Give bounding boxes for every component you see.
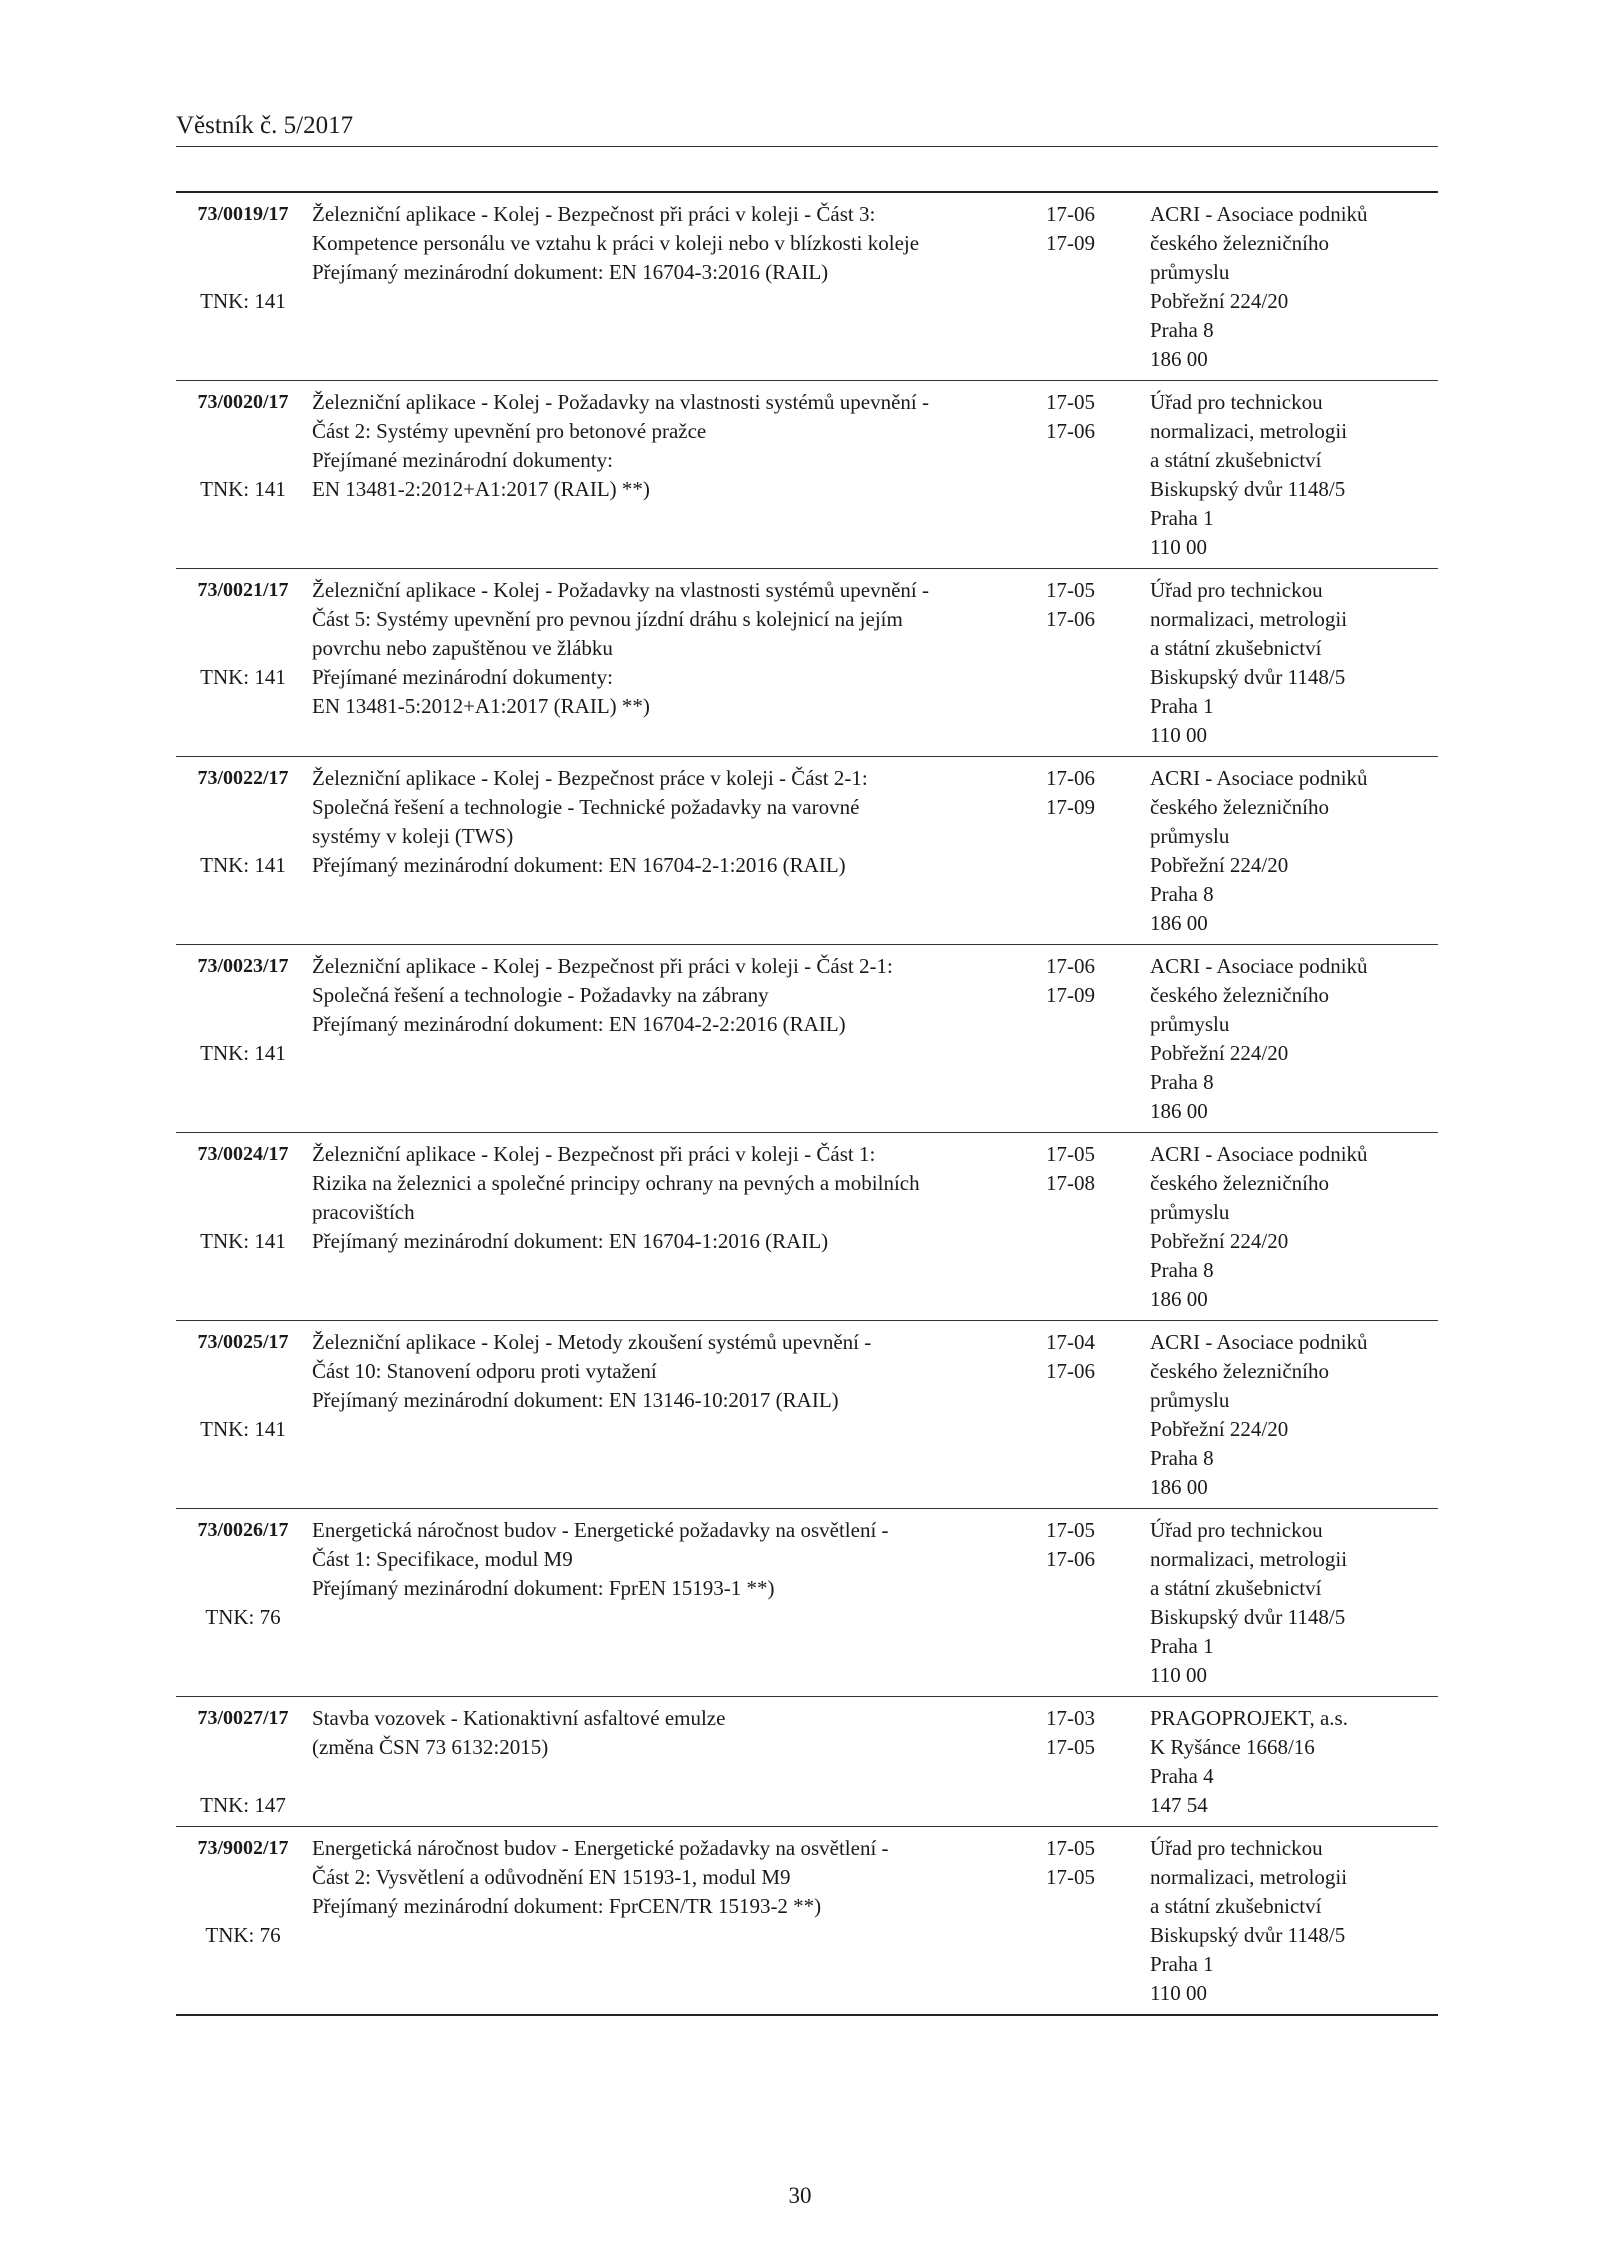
org-line: 186 00	[1150, 911, 1208, 935]
org-line: 110 00	[1150, 535, 1207, 559]
table-row	[176, 1320, 1438, 1508]
table-row	[176, 380, 1438, 568]
org-line: K Ryšánce 1668/16	[1150, 1735, 1315, 1759]
title-line: Železniční aplikace - Kolej - Požadavky na vlastnosti systémů upevnění -	[312, 390, 929, 414]
org-line: Úřad pro technickou	[1150, 390, 1323, 414]
org-line: a státní zkušebnictví	[1150, 1894, 1322, 1918]
title-line: Přejímaný mezinárodní dokument: FprCEN/TR 15193-2 **)	[312, 1894, 822, 1918]
org-line: českého železničního	[1150, 231, 1329, 255]
tnk-code: TNK: 141	[200, 289, 286, 313]
title-line: EN 13481-5:2012+A1:2017 (RAIL) **)	[312, 694, 650, 718]
org-line: ACRI - Asociace podniků	[1150, 954, 1368, 978]
dates-cell	[1040, 1704, 1146, 1820]
org-line: ACRI - Asociace podniků	[1150, 766, 1368, 790]
title-line: Železniční aplikace - Kolej - Požadavky na vlastnosti systémů upevnění -	[312, 578, 929, 602]
org-line: Úřad pro technickou	[1150, 1836, 1323, 1860]
standard-title-cell	[310, 1704, 1040, 1820]
org-line: Praha 8	[1150, 318, 1214, 342]
date-line: 17-05	[1046, 1735, 1095, 1759]
title-line: Přejímaný mezinárodní dokument: EN 13146-10:2017 (RAIL)	[312, 1388, 839, 1412]
date-line: 17-06	[1046, 766, 1095, 790]
standard-number: 73/0022/17	[197, 767, 289, 789]
org-line: Úřad pro technickou	[1150, 578, 1323, 602]
tnk-code: TNK: 147	[200, 1793, 286, 1817]
org-line: 110 00	[1150, 723, 1207, 747]
org-line: 186 00	[1150, 1287, 1208, 1311]
title-line: Část 1: Specifikace, modul M9	[312, 1547, 573, 1571]
standard-id-cell	[176, 1704, 310, 1820]
title-line: povrchu nebo zapuštěnou ve žlábku	[312, 636, 613, 660]
org-line: českého železničního	[1150, 795, 1329, 819]
org-line: Praha 8	[1150, 882, 1214, 906]
title-line: systémy v koleji (TWS)	[312, 824, 514, 848]
standard-id-cell	[176, 576, 310, 750]
org-line: a státní zkušebnictví	[1150, 1576, 1322, 1600]
org-line: 147 54	[1150, 1793, 1208, 1817]
title-line: Přejímaný mezinárodní dokument: EN 16704-2-1:2016 (RAIL)	[312, 853, 846, 877]
table-row	[176, 568, 1438, 756]
tnk-code: TNK: 141	[200, 1041, 286, 1065]
org-line: Praha 1	[1150, 1952, 1214, 1976]
standard-number: 73/0025/17	[197, 1331, 289, 1353]
title-line: Energetická náročnost budov - Energetické požadavky na osvětlení -	[312, 1518, 889, 1542]
title-line: Energetická náročnost budov - Energetické požadavky na osvětlení -	[312, 1836, 889, 1860]
org-line: českého železničního	[1150, 983, 1329, 1007]
date-line: 17-06	[1046, 1547, 1095, 1571]
standard-title-cell	[310, 952, 1040, 1126]
title-line: Přejímané mezinárodní dokumenty:	[312, 665, 613, 689]
title-line: Přejímané mezinárodní dokumenty:	[312, 448, 613, 472]
title-line: Stavba vozovek - Kationaktivní asfaltové emulze	[312, 1706, 726, 1730]
org-line: českého železničního	[1150, 1171, 1329, 1195]
org-line: Praha 8	[1150, 1446, 1214, 1470]
org-line: 186 00	[1150, 347, 1208, 371]
standard-id-cell	[176, 1140, 310, 1314]
standard-number: 73/0026/17	[197, 1519, 289, 1541]
org-line: Biskupský dvůr 1148/5	[1150, 477, 1346, 501]
date-line: 17-04	[1046, 1330, 1095, 1354]
org-line: Praha 1	[1150, 506, 1214, 530]
standard-number: 73/0019/17	[197, 203, 289, 225]
organization-cell	[1146, 1834, 1438, 2008]
title-line: Železniční aplikace - Kolej - Bezpečnost při práci v koleji - Část 3:	[312, 202, 876, 226]
org-line: Praha 4	[1150, 1764, 1214, 1788]
title-line: pracovištích	[312, 1200, 415, 1224]
standard-number: 73/0021/17	[197, 579, 289, 601]
org-line: normalizaci, metrologii	[1150, 1865, 1348, 1889]
org-line: ACRI - Asociace podniků	[1150, 1142, 1368, 1166]
date-line: 17-06	[1046, 1359, 1095, 1383]
page-number: 30	[788, 2183, 812, 2208]
org-line: průmyslu	[1150, 1012, 1230, 1036]
tnk-code: TNK: 141	[200, 665, 286, 689]
org-line: Praha 1	[1150, 1634, 1214, 1658]
date-line: 17-08	[1046, 1171, 1095, 1195]
org-line: Biskupský dvůr 1148/5	[1150, 1923, 1346, 1947]
standard-title-cell	[310, 576, 1040, 750]
title-line: Část 5: Systémy upevnění pro pevnou jízdní dráhu s kolejnicí na jejím	[312, 607, 903, 631]
tnk-code: TNK: 141	[200, 477, 286, 501]
title-line: Železniční aplikace - Kolej - Bezpečnost při práci v koleji - Část 2-1:	[312, 954, 893, 978]
tnk-code: TNK: 76	[205, 1923, 281, 1947]
table-row	[176, 944, 1438, 1132]
dates-cell	[1040, 388, 1146, 562]
org-line: Pobřežní 224/20	[1150, 1229, 1289, 1253]
org-line: normalizaci, metrologii	[1150, 1547, 1348, 1571]
title-line: Společná řešení a technologie - Požadavky na zábrany	[312, 983, 769, 1007]
tnk-code: TNK: 141	[200, 853, 286, 877]
org-line: průmyslu	[1150, 1200, 1230, 1224]
table-row	[176, 1826, 1438, 2014]
table-row	[176, 1508, 1438, 1696]
standard-id-cell	[176, 1834, 310, 2008]
date-line: 17-03	[1046, 1706, 1095, 1730]
date-line: 17-09	[1046, 231, 1095, 255]
organization-cell	[1146, 764, 1438, 938]
org-line: ACRI - Asociace podniků	[1150, 1330, 1368, 1354]
org-line: českého železničního	[1150, 1359, 1329, 1383]
org-line: PRAGOPROJEKT, a.s.	[1150, 1706, 1348, 1730]
dates-cell	[1040, 1140, 1146, 1314]
organization-cell	[1146, 1140, 1438, 1314]
date-line: 17-06	[1046, 607, 1095, 631]
org-line: Biskupský dvůr 1148/5	[1150, 665, 1346, 689]
org-line: ACRI - Asociace podniků	[1150, 202, 1368, 226]
organization-cell	[1146, 1704, 1438, 1820]
date-line: 17-06	[1046, 202, 1095, 226]
org-line: a státní zkušebnictví	[1150, 448, 1322, 472]
title-line: Přejímaný mezinárodní dokument: FprEN 15193-1 **)	[312, 1576, 775, 1600]
standard-id-cell	[176, 952, 310, 1126]
dates-cell	[1040, 1516, 1146, 1690]
org-line: Pobřežní 224/20	[1150, 1417, 1289, 1441]
standard-title-cell	[310, 764, 1040, 938]
standard-number: 73/9002/17	[197, 1837, 289, 1859]
org-line: Praha 8	[1150, 1070, 1214, 1094]
title-line: Železniční aplikace - Kolej - Bezpečnost práce v koleji - Část 2-1:	[312, 766, 868, 790]
standard-title-cell	[310, 388, 1040, 562]
tnk-code: TNK: 141	[200, 1229, 286, 1253]
dates-cell	[1040, 764, 1146, 938]
table-row	[176, 193, 1438, 380]
journal-title: Věstník č. 5/2017	[176, 112, 354, 139]
org-line: normalizaci, metrologii	[1150, 419, 1348, 443]
date-line: 17-06	[1046, 954, 1095, 978]
standard-title-cell	[310, 1140, 1040, 1314]
standard-id-cell	[176, 200, 310, 374]
title-line: Přejímaný mezinárodní dokument: EN 16704-1:2016 (RAIL)	[312, 1229, 829, 1253]
org-line: 186 00	[1150, 1099, 1208, 1123]
standard-id-cell	[176, 1328, 310, 1502]
title-line: Železniční aplikace - Kolej - Bezpečnost při práci v koleji - Část 1:	[312, 1142, 876, 1166]
date-line: 17-09	[1046, 795, 1095, 819]
organization-cell	[1146, 1516, 1438, 1690]
date-line: 17-05	[1046, 1518, 1095, 1542]
date-line: 17-05	[1046, 1836, 1095, 1860]
title-line: EN 13481-2:2012+A1:2017 (RAIL) **)	[312, 477, 650, 501]
title-line: (změna ČSN 73 6132:2015)	[312, 1735, 549, 1759]
org-line: normalizaci, metrologii	[1150, 607, 1348, 631]
org-line: průmyslu	[1150, 824, 1230, 848]
standard-id-cell	[176, 764, 310, 938]
org-line: Pobřežní 224/20	[1150, 1041, 1289, 1065]
standard-number: 73/0020/17	[197, 391, 289, 413]
table-row	[176, 1132, 1438, 1320]
org-line: průmyslu	[1150, 1388, 1230, 1412]
standard-title-cell	[310, 1328, 1040, 1502]
title-line: Přejímaný mezinárodní dokument: EN 16704-3:2016 (RAIL)	[312, 260, 829, 284]
organization-cell	[1146, 388, 1438, 562]
org-line: Pobřežní 224/20	[1150, 289, 1289, 313]
organization-cell	[1146, 576, 1438, 750]
standard-id-cell	[176, 1516, 310, 1690]
standard-title-cell	[310, 1834, 1040, 2008]
title-line: Část 2: Vysvětlení a odůvodnění EN 15193-1, modul M9	[312, 1865, 791, 1889]
org-line: a státní zkušebnictví	[1150, 636, 1322, 660]
org-line: Praha 1	[1150, 694, 1214, 718]
title-line: Kompetence personálu ve vztahu k práci v koleji nebo v blízkosti koleje	[312, 231, 920, 255]
org-line: Pobřežní 224/20	[1150, 853, 1289, 877]
standards-table	[176, 191, 1438, 2016]
org-line: Biskupský dvůr 1148/5	[1150, 1605, 1346, 1629]
title-line: Přejímaný mezinárodní dokument: EN 16704-2-2:2016 (RAIL)	[312, 1012, 846, 1036]
title-line: Železniční aplikace - Kolej - Metody zkoušení systémů upevnění -	[312, 1330, 872, 1354]
table-row	[176, 756, 1438, 944]
date-line: 17-05	[1046, 1142, 1095, 1166]
standard-number: 73/0027/17	[197, 1707, 289, 1729]
date-line: 17-05	[1046, 578, 1095, 602]
standard-number: 73/0023/17	[197, 955, 289, 977]
title-line: Společná řešení a technologie - Technické požadavky na varovné	[312, 795, 860, 819]
standard-number: 73/0024/17	[197, 1143, 289, 1165]
table-row	[176, 1696, 1438, 1826]
org-line: Praha 8	[1150, 1258, 1214, 1282]
org-line: průmyslu	[1150, 260, 1230, 284]
org-line: 186 00	[1150, 1475, 1208, 1499]
organization-cell	[1146, 1328, 1438, 1502]
page-header	[176, 112, 1438, 147]
org-line: Úřad pro technickou	[1150, 1518, 1323, 1542]
dates-cell	[1040, 1328, 1146, 1502]
dates-cell	[1040, 1834, 1146, 2008]
organization-cell	[1146, 952, 1438, 1126]
tnk-code: TNK: 141	[200, 1417, 286, 1441]
date-line: 17-06	[1046, 419, 1095, 443]
date-line: 17-05	[1046, 1865, 1095, 1889]
standard-title-cell	[310, 200, 1040, 374]
date-line: 17-09	[1046, 983, 1095, 1007]
tnk-code: TNK: 76	[205, 1605, 281, 1629]
standard-title-cell	[310, 1516, 1040, 1690]
dates-cell	[1040, 200, 1146, 374]
table-rows	[176, 191, 1438, 2016]
title-line: Rizika na železnici a společné principy ochrany na pevných a mobilních	[312, 1171, 920, 1195]
date-line: 17-05	[1046, 390, 1095, 414]
org-line: 110 00	[1150, 1663, 1207, 1687]
standard-id-cell	[176, 388, 310, 562]
org-line: 110 00	[1150, 1981, 1207, 2005]
dates-cell	[1040, 576, 1146, 750]
organization-cell	[1146, 200, 1438, 374]
title-line: Část 2: Systémy upevnění pro betonové pražce	[312, 419, 707, 443]
dates-cell	[1040, 952, 1146, 1126]
title-line: Část 10: Stanovení odporu proti vytažení	[312, 1359, 657, 1383]
